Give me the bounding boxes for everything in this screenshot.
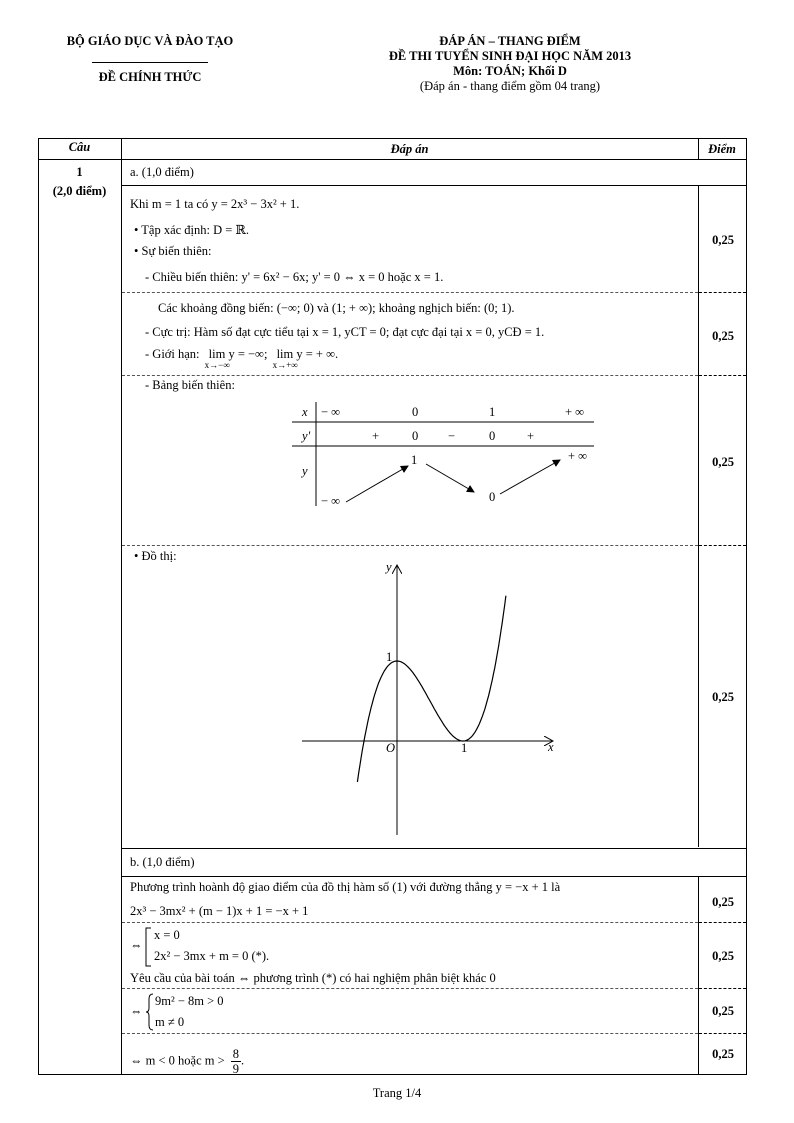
bbt-x-val: − ∞ (321, 405, 341, 419)
function-graph (296, 558, 562, 838)
bbt-yp-sign: 0 (489, 429, 496, 443)
variation-line: • Sự biến thiên: (134, 244, 212, 258)
ministry-name: BỘ GIÁO DỤC VÀ ĐÀO TẠO (66, 34, 234, 48)
bbt-y-minusinf: − ∞ (321, 494, 341, 508)
col-header-dapan: Đáp án (390, 142, 429, 156)
graph-y-axis-label: y (386, 560, 392, 574)
bbt-label: - Bảng biến thiên: (145, 378, 235, 392)
score-cell: 0,25 (712, 329, 734, 343)
question-number: 1 (76, 165, 83, 179)
graph-tick-x: 1 (461, 741, 468, 755)
graph-origin-label: O (386, 741, 396, 755)
score-cell: 0,25 (712, 455, 734, 469)
part-a-function: Khi m = 1 ta có y = 2x³ − 3x² + 1. (130, 197, 300, 211)
limits-line: - Giới hạn: lim y = −∞; x→−∞ lim y = + ∞. x→+∞ (145, 347, 339, 370)
final-answer: ⇔ m < 0 hoặc m > $\frac{8}{9}$ . (130, 1047, 245, 1076)
system-line-1: x = 0 (154, 928, 180, 942)
graph-tick-y: 1 (386, 650, 393, 664)
monotonic-line: - Chiều biến thiên: y' = 6x² − 6x; y' = 0 ⇔ x = 0 hoặc x = 1. (145, 270, 444, 284)
col-header-diem: Điểm (708, 142, 736, 156)
intervals-line: Các khoảng đồng biến: (−∞; 0) và (1; + ∞); khoảng nghịch biến: (0; 1). (158, 301, 515, 315)
graph-x-axis-label: x (548, 740, 554, 754)
extrema-line: - Cực trị: Hàm số đạt cực tiểu tại x = 1, yCT = 0; đạt cực đại tại x = 0, yCĐ = 1. (145, 325, 545, 339)
part-a-heading: a. (1,0 điểm) (130, 165, 194, 179)
bracket-icon (144, 927, 152, 967)
fraction-denominator: 9 (232, 1062, 240, 1076)
fraction-numerator: 8 (232, 1047, 240, 1061)
bbt-y-plusinf: + ∞ (568, 449, 588, 463)
graph-label: • Đồ thị: (134, 549, 177, 563)
score-cell: 0,25 (712, 233, 734, 247)
bbt-x-label: x (302, 405, 308, 419)
bbt-yp-label: y' (302, 429, 311, 443)
score-cell: 0,25 (712, 895, 734, 909)
score-cell: 0,25 (712, 690, 734, 704)
bbt-x-val: + ∞ (565, 405, 585, 419)
score-cell: 0,25 (712, 1004, 734, 1018)
bbt-yp-sign: 0 (412, 429, 419, 443)
page-count-note: (Đáp án - thang điểm gồm 04 trang) (419, 79, 601, 93)
condition-line-1: 9m² − 8m > 0 (155, 994, 224, 1008)
condition-line-2: m ≠ 0 (155, 1015, 185, 1029)
intersection-statement: Phương trình hoành độ giao điểm của đồ thị hàm số (1) với đường thẳng y = −x + 1 là (130, 880, 561, 894)
bbt-yp-sign: − (448, 429, 456, 443)
doc-title-block (360, 34, 660, 94)
official-label: ĐỀ CHÍNH THỨC (98, 70, 202, 84)
equiv-symbol: ⇔ (130, 938, 143, 952)
score-cell: 0,25 (712, 1047, 734, 1061)
intersection-equation: 2x³ − 3mx² + (m − 1)x + 1 = −x + 1 (130, 904, 309, 918)
question-points: (2,0 điểm) (52, 184, 107, 198)
brace-icon (146, 993, 154, 1031)
bbt-x-val: 0 (412, 405, 419, 419)
bbt-yp-sign: + (372, 429, 380, 443)
exam-title: ĐỀ THI TUYỂN SINH ĐẠI HỌC NĂM 2013 (388, 49, 632, 63)
bbt-y-label: y (302, 464, 308, 478)
requirement-line: Yêu cầu của bài toán ⇔ phương trình (*) có hai nghiệm phân biệt khác 0 (130, 971, 496, 985)
page-footer: Trang 1/4 (372, 1086, 422, 1100)
doc-title: ĐÁP ÁN – THANG ĐIỂM (439, 34, 581, 48)
col-header-cau: Câu (68, 140, 91, 154)
system-line-2: 2x² − 3mx + m = 0 (*). (154, 949, 270, 963)
part-b-heading: b. (1,0 điểm) (130, 855, 195, 869)
bbt-yp-sign: + (527, 429, 535, 443)
score-cell: 0,25 (712, 949, 734, 963)
bbt-y-max: 1 (411, 453, 418, 467)
bbt-x-val: 1 (489, 405, 496, 419)
header-divider (92, 62, 208, 63)
domain-line: • Tập xác định: D = ℝ. (134, 223, 249, 237)
bbt-y-min: 0 (489, 490, 496, 504)
subject-title: Môn: TOÁN; Khối D (453, 64, 567, 78)
equiv-symbol: ⇔ (130, 1004, 143, 1018)
